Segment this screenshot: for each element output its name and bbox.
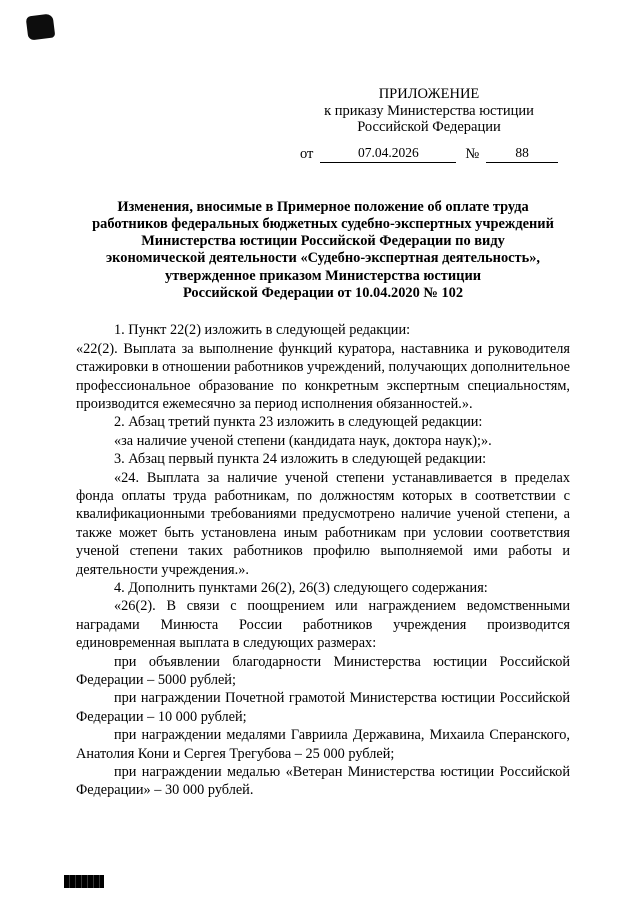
order-number-value: 88 <box>486 145 558 163</box>
body-paragraph: «за наличие ученой степени (кандидата наук, доктора наук);». <box>114 432 492 449</box>
document-body <box>76 321 570 800</box>
number-sign-label: № <box>465 145 480 162</box>
order-date-value: 07.04.2026 <box>320 145 456 163</box>
appendix-label: ПРИЛОЖЕНИЕ <box>378 86 480 102</box>
from-label: от <box>300 145 314 162</box>
body-paragraph: «26(2). В связи с поощрением или награждением ведомственными наградами Минюста России работников учреждения производится единовременная выплата в следующих размерах: <box>76 598 570 652</box>
title-line: утвержденное приказом Министерства юстиции <box>164 267 482 284</box>
body-paragraph: «22(2). Выплата за выполнение функций куратора, наставника и руководителя стажировки в отношении работников учреждений, получающих дополнительное профессиональное образование по конкретным экспертным специальностям, производится ежемесячно за период исполнения обязанностей.». <box>76 340 571 412</box>
order-reference-line-1: к приказу Министерства юстиции <box>324 102 534 119</box>
order-date-number-row <box>300 145 558 163</box>
body-paragraph: при награждении медалью «Ветеран Министерства юстиции Российской Федерации» – 30 000 рублей. <box>76 764 570 799</box>
body-paragraph: при награждении медалями Гавриила Державина, Михаила Сперанского, Анатолия Кони и Сергея Трегубова – 25 000 рублей; <box>76 727 570 762</box>
body-paragraph: 1. Пункт 22(2) изложить в следующей редакции: <box>114 322 411 339</box>
body-paragraph: 3. Абзац первый пункта 24 изложить в следующей редакции: <box>114 451 487 468</box>
title-line: Изменения, вносимые в Примерное положение об оплате труда <box>117 198 529 215</box>
title-line: Российской Федерации от 10.04.2020 № 102 <box>182 284 464 301</box>
title-line: работников федеральных бюджетных судебно-экспертных учреждений <box>92 215 554 232</box>
title-line: экономической деятельности «Судебно-экспертная деятельность», <box>105 250 541 267</box>
body-paragraph: при награждении Почетной грамотой Министерства юстиции Российской Федерации – 10 000 рублей; <box>76 690 570 725</box>
barcode-icon <box>64 875 104 888</box>
scan-mark-icon <box>26 13 56 40</box>
body-paragraph: 4. Дополнить пунктами 26(2), 26(3) следующего содержания: <box>114 579 488 596</box>
body-paragraph: «24. Выплата за наличие ученой степени устанавливается в пределах фонда оплаты труда работникам, по должностям которых в соответствии с квалификационными требованиями предусмотрено наличие ученой степени, а также может быть установлена иным работникам при условии соответствия ученой степени таких работников профилю выполняемой ими работы и деятельности учреждения.». <box>76 469 570 578</box>
document-title <box>76 199 570 303</box>
appendix-header <box>300 86 558 136</box>
body-paragraph: 2. Абзац третий пункта 23 изложить в следующей редакции: <box>114 414 483 431</box>
body-paragraph: при объявлении благодарности Министерства юстиции Российской Федерации – 5000 рублей; <box>76 653 570 688</box>
title-line: Министерства юстиции Российской Федерации по виду <box>141 233 505 250</box>
order-reference-line-2: Российской Федерации <box>357 119 501 135</box>
